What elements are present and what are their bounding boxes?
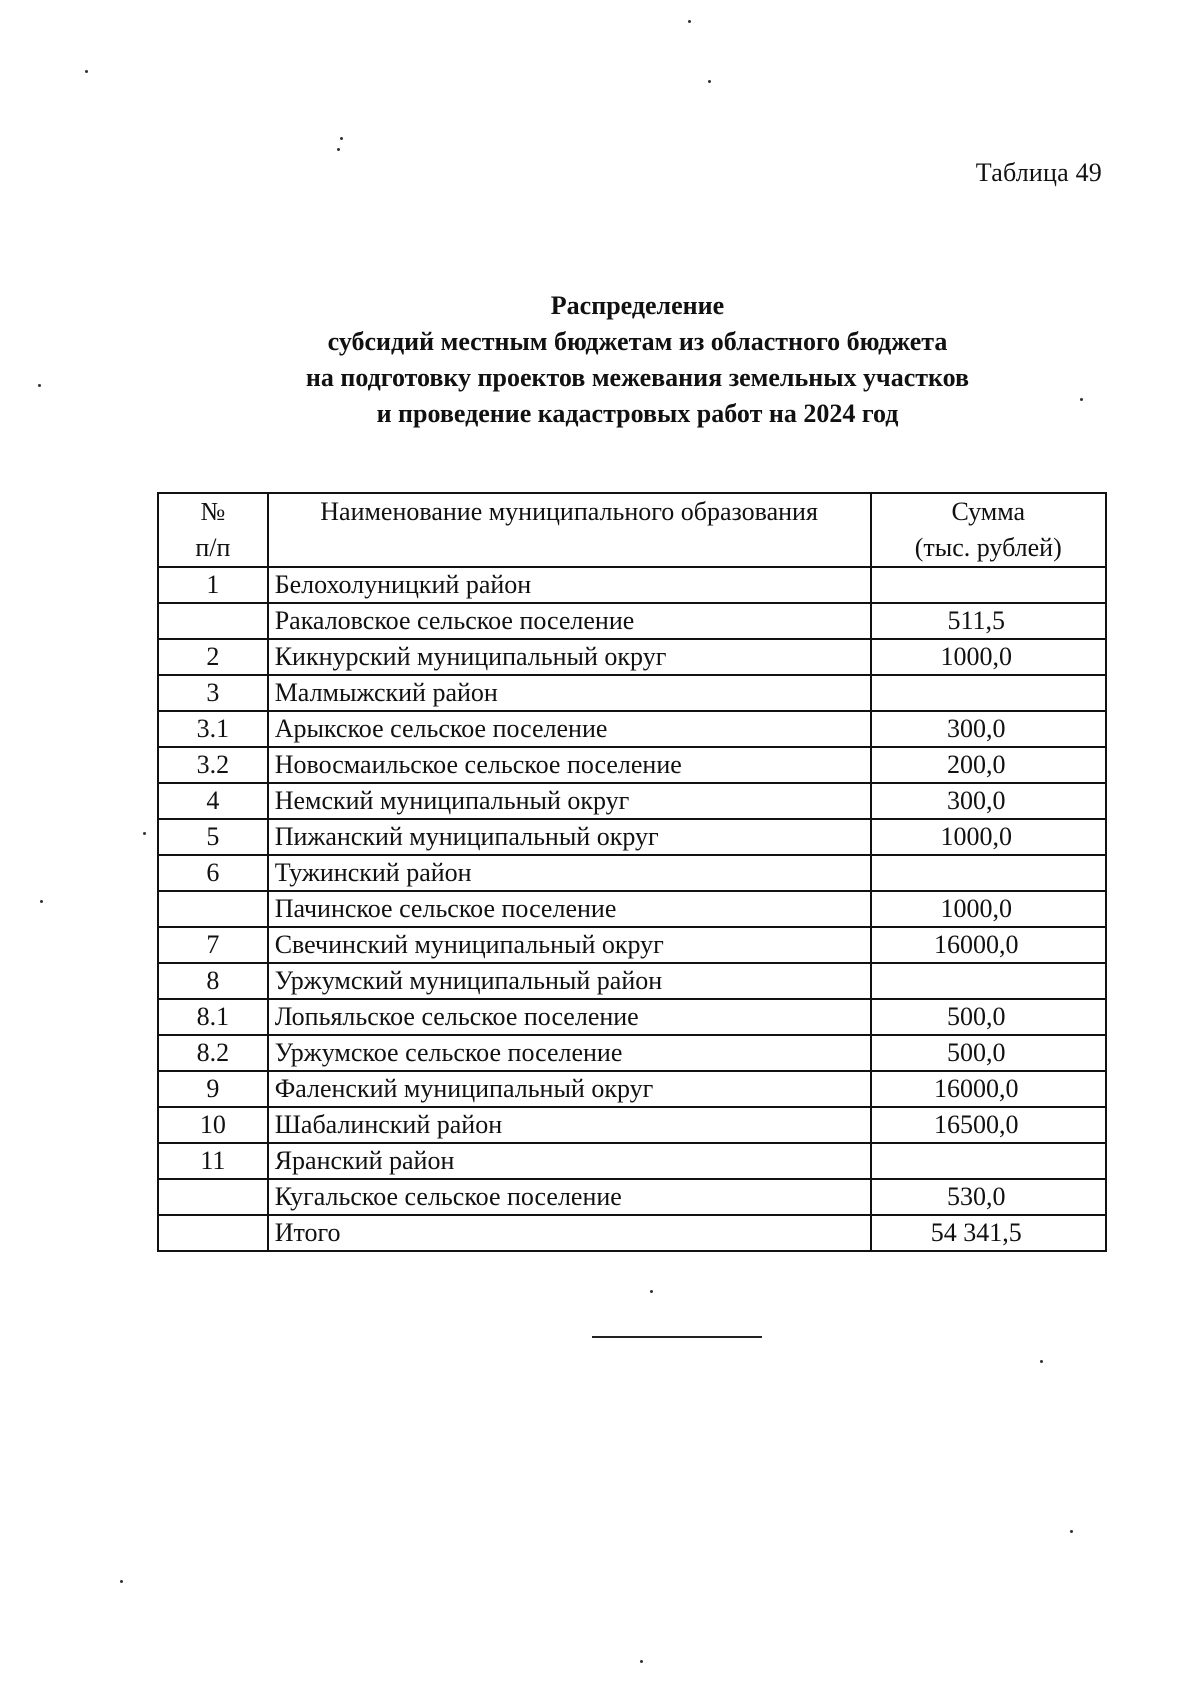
row-number [158, 891, 268, 927]
table-number: Таблица 49 [975, 158, 1102, 187]
row-number: 2 [158, 639, 268, 675]
header-sum-line1: Сумма [951, 497, 1026, 526]
subsidy-amount: 500,0 [871, 999, 1107, 1035]
table-row [158, 567, 1106, 603]
row-number: 3 [158, 675, 268, 711]
title-line-2: субсидий местным бюджетам из областного бюджета [327, 327, 948, 356]
subsidy-amount: 300,0 [871, 783, 1107, 819]
scan-speck [38, 384, 41, 387]
municipality-name: Немский муниципальный округ [268, 783, 871, 819]
municipality-name: Фаленский муниципальный округ [268, 1071, 871, 1107]
table-row [158, 1107, 1106, 1143]
municipality-name: Шабалинский район [268, 1107, 871, 1143]
table-row [158, 675, 1106, 711]
subsidy-amount: 16000,0 [871, 1071, 1107, 1107]
scan-speck [120, 1580, 123, 1583]
subsidy-amount: 16000,0 [871, 927, 1107, 963]
subsidy-amount: 16500,0 [871, 1107, 1107, 1143]
table-row [158, 963, 1106, 999]
row-number: 6 [158, 855, 268, 891]
municipality-name: Итого [268, 1215, 871, 1251]
row-number: 1 [158, 567, 268, 603]
municipality-name: Ракаловское сельское поселение [268, 603, 871, 639]
municipality-name: Белохолуницкий район [268, 567, 871, 603]
municipality-name: Пижанский муниципальный округ [268, 819, 871, 855]
table-row [158, 1035, 1106, 1071]
table-row [158, 1215, 1106, 1251]
subsidy-amount: 54 341,5 [871, 1215, 1107, 1251]
subsidy-amount [871, 567, 1107, 603]
scan-speck [708, 80, 711, 83]
row-number: 5 [158, 819, 268, 855]
subsidy-amount: 1000,0 [871, 891, 1107, 927]
subsidy-amount [871, 963, 1107, 999]
municipality-name: Малмыжский район [268, 675, 871, 711]
row-number [158, 1215, 268, 1251]
row-number: 4 [158, 783, 268, 819]
title-line-3: на подготовку проектов межевания земельных участков [305, 363, 970, 392]
table-row [158, 1071, 1106, 1107]
subsidy-amount: 511,5 [871, 603, 1107, 639]
municipality-name: Свечинский муниципальный округ [268, 927, 871, 963]
municipality-name: Новосмаильское сельское поселение [268, 747, 871, 783]
scan-speck [337, 148, 340, 151]
subsidy-amount: 1000,0 [871, 819, 1107, 855]
header-num [158, 493, 268, 567]
header-num-line2: п/п [195, 533, 231, 562]
header-sum-line2: (тыс. рублей) [914, 533, 1062, 562]
scan-speck [1040, 1360, 1043, 1363]
subsidy-amount [871, 1143, 1107, 1179]
subsidy-distribution-table [157, 492, 1107, 1252]
title-line-1: Распределение [550, 291, 725, 320]
title-line-4: и проведение кадастровых работ на 2024 год [376, 399, 899, 428]
row-number: 8.2 [158, 1035, 268, 1071]
footer-divider [592, 1336, 762, 1338]
header-name: Наименование муниципального образования [268, 493, 871, 567]
scan-speck [1070, 1530, 1073, 1533]
subsidy-amount [871, 675, 1107, 711]
row-number: 8.1 [158, 999, 268, 1035]
table-row [158, 891, 1106, 927]
subsidy-amount: 200,0 [871, 747, 1107, 783]
row-number: 10 [158, 1107, 268, 1143]
municipality-name: Уржумский муниципальный район [268, 963, 871, 999]
table-row [158, 639, 1106, 675]
row-number [158, 603, 268, 639]
table-row [158, 819, 1106, 855]
table-row [158, 999, 1106, 1035]
municipality-name: Пачинское сельское поселение [268, 891, 871, 927]
municipality-name: Кугальское сельское поселение [268, 1179, 871, 1215]
table-header-row [158, 493, 1106, 567]
document-title [0, 288, 1200, 432]
row-number: 9 [158, 1071, 268, 1107]
municipality-name: Арыкское сельское поселение [268, 711, 871, 747]
municipality-name: Уржумское сельское поселение [268, 1035, 871, 1071]
row-number: 11 [158, 1143, 268, 1179]
municipality-name: Кикнурский муниципальный округ [268, 639, 871, 675]
row-number: 3.1 [158, 711, 268, 747]
table-row [158, 603, 1106, 639]
subsidy-amount: 1000,0 [871, 639, 1107, 675]
table-row [158, 747, 1106, 783]
scan-speck [650, 1290, 653, 1293]
subsidy-amount [871, 855, 1107, 891]
header-num-line1: № [200, 497, 226, 526]
scan-speck [688, 20, 691, 23]
municipality-name: Лопьяльское сельское поселение [268, 999, 871, 1035]
scan-speck [640, 1660, 643, 1663]
subsidy-amount: 530,0 [871, 1179, 1107, 1215]
row-number: 7 [158, 927, 268, 963]
table-body [158, 567, 1106, 1251]
scan-speck [143, 832, 146, 835]
scan-speck [85, 70, 88, 73]
row-number: 8 [158, 963, 268, 999]
subsidy-amount: 300,0 [871, 711, 1107, 747]
table-row [158, 1179, 1106, 1215]
table-row [158, 711, 1106, 747]
table-row [158, 1143, 1106, 1179]
table-row [158, 783, 1106, 819]
scan-speck [1080, 398, 1083, 401]
municipality-name: Тужинский район [268, 855, 871, 891]
row-number [158, 1179, 268, 1215]
table-row [158, 855, 1106, 891]
row-number: 3.2 [158, 747, 268, 783]
subsidy-amount: 500,0 [871, 1035, 1107, 1071]
table-row [158, 927, 1106, 963]
scan-speck [40, 900, 43, 903]
header-sum [871, 493, 1107, 567]
municipality-name: Яранский район [268, 1143, 871, 1179]
scan-speck [340, 137, 343, 140]
